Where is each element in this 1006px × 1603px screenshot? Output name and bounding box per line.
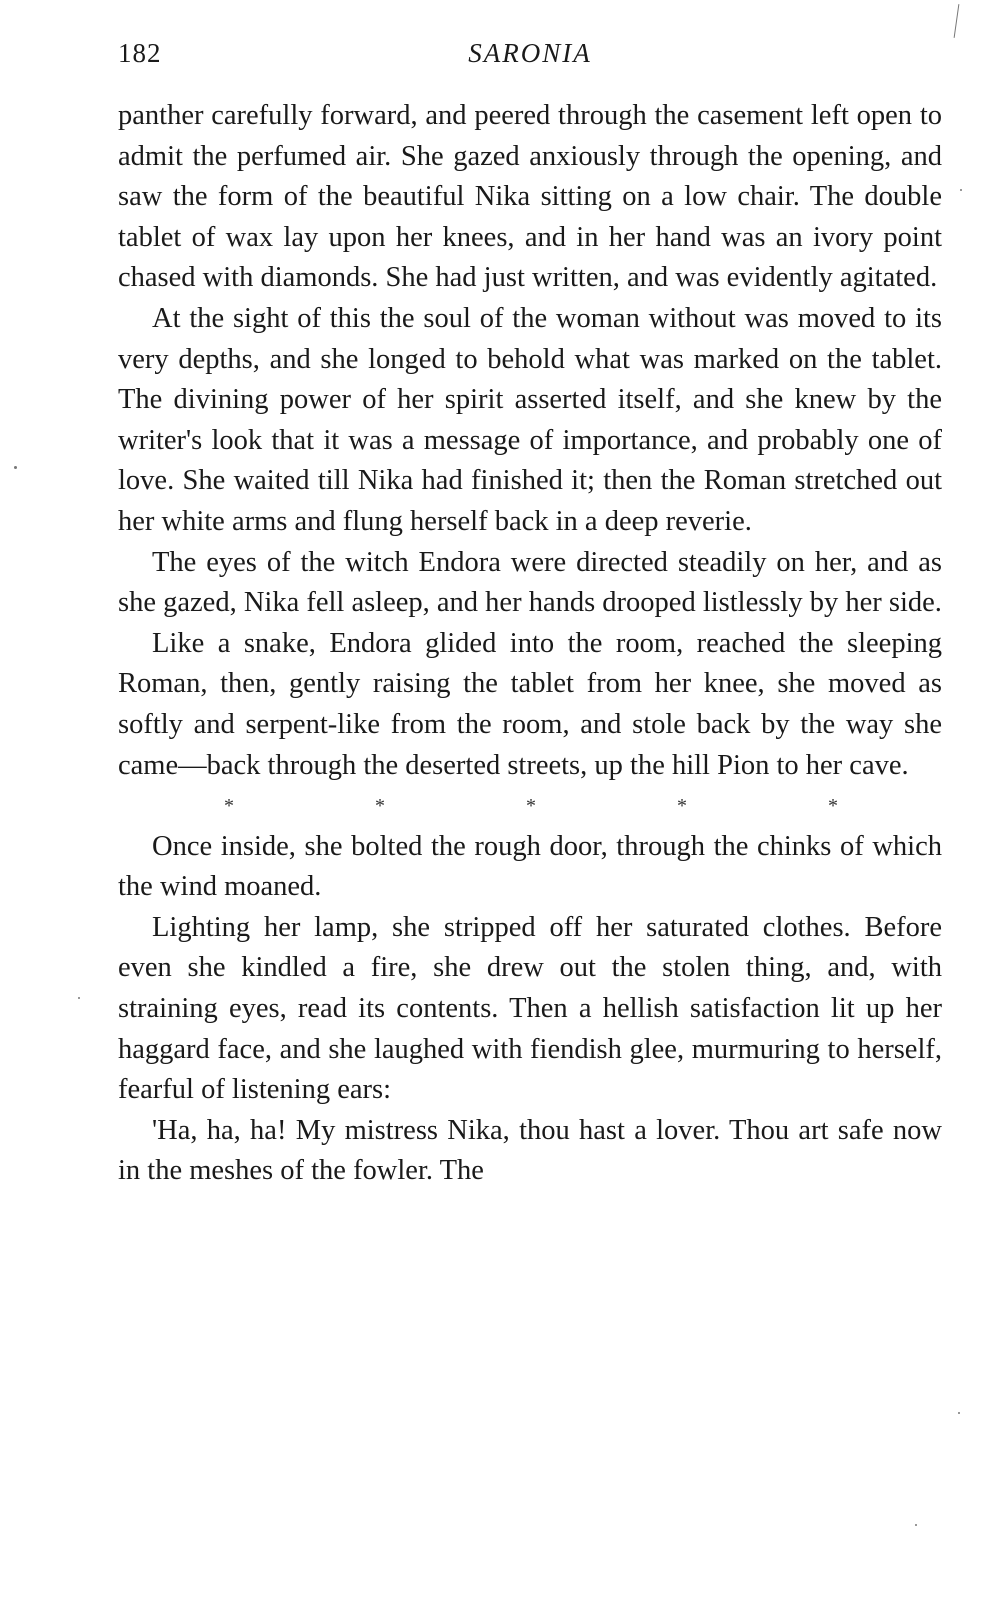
paragraph: At the sight of this the soul of the woman without was moved to its very depths, and she longed to behold what was marked on the tablet. The divining power of her spirit asserted itself, and she knew by the writer's look that it was a message of importance, and probably one of love. She waited till Nika had finished it; then the Roman stretched out her white arms and flung herself back in a deep reverie.: [118, 302, 942, 537]
scan-speck: [958, 1412, 960, 1414]
scan-speck: [14, 466, 17, 469]
asterisk-ornament: *: [375, 795, 385, 818]
scan-speck: [960, 189, 962, 191]
paragraph: Lighting her lamp, she stripped off her saturated clothes. Before even she kindled a fire, she drew out the stolen thing, and, with straining eyes, read its contents. Then a hellish satisfaction lit up her haggard face, and she laughed with fiendish glee, murmuring to herself, fearful of listening ears:: [118, 911, 942, 1106]
running-head: [118, 38, 942, 78]
paragraph: Once inside, she bolted the rough door, through the chinks of which the wind moaned.: [118, 830, 942, 903]
section-break: [118, 786, 942, 827]
body-text: [118, 96, 942, 1192]
paragraph: 'Ha, ha, ha! My mistress Nika, thou hast a lover. Thou art safe now in the meshes of the fowler. The: [118, 1114, 942, 1187]
running-title: SARONIA: [468, 38, 592, 68]
scan-speck: [78, 997, 80, 999]
scan-mark: [954, 4, 960, 38]
asterisk-ornament: *: [828, 795, 838, 818]
asterisk-ornament: *: [224, 795, 234, 818]
asterisk-ornament: *: [677, 795, 687, 818]
page-number: 182: [118, 38, 162, 68]
paragraph: Like a snake, Endora glided into the room, reached the sleeping Roman, then, gently raising the tablet from her knee, she moved as softly and serpent-like from the room, and stole back by the way she came—back through the deserted streets, up the hill Pion to her cave.: [118, 627, 942, 781]
paragraph-continued: panther carefully forward, and peered through the casement left open to admit the perfumed air. She gazed anxiously through the opening, and saw the form of the beautiful Nika sitting on a low chair. The double tablet of wax lay upon her knees, and in her hand was an ivory point chased with diamonds. She had just written, and was evidently agitated.: [118, 100, 942, 294]
scan-speck: [915, 1524, 917, 1526]
asterisk-ornament: *: [526, 795, 536, 818]
paragraph: The eyes of the witch Endora were directed steadily on her, and as she gazed, Nika fell asleep, and her hands drooped listlessly by her side.: [118, 546, 942, 619]
